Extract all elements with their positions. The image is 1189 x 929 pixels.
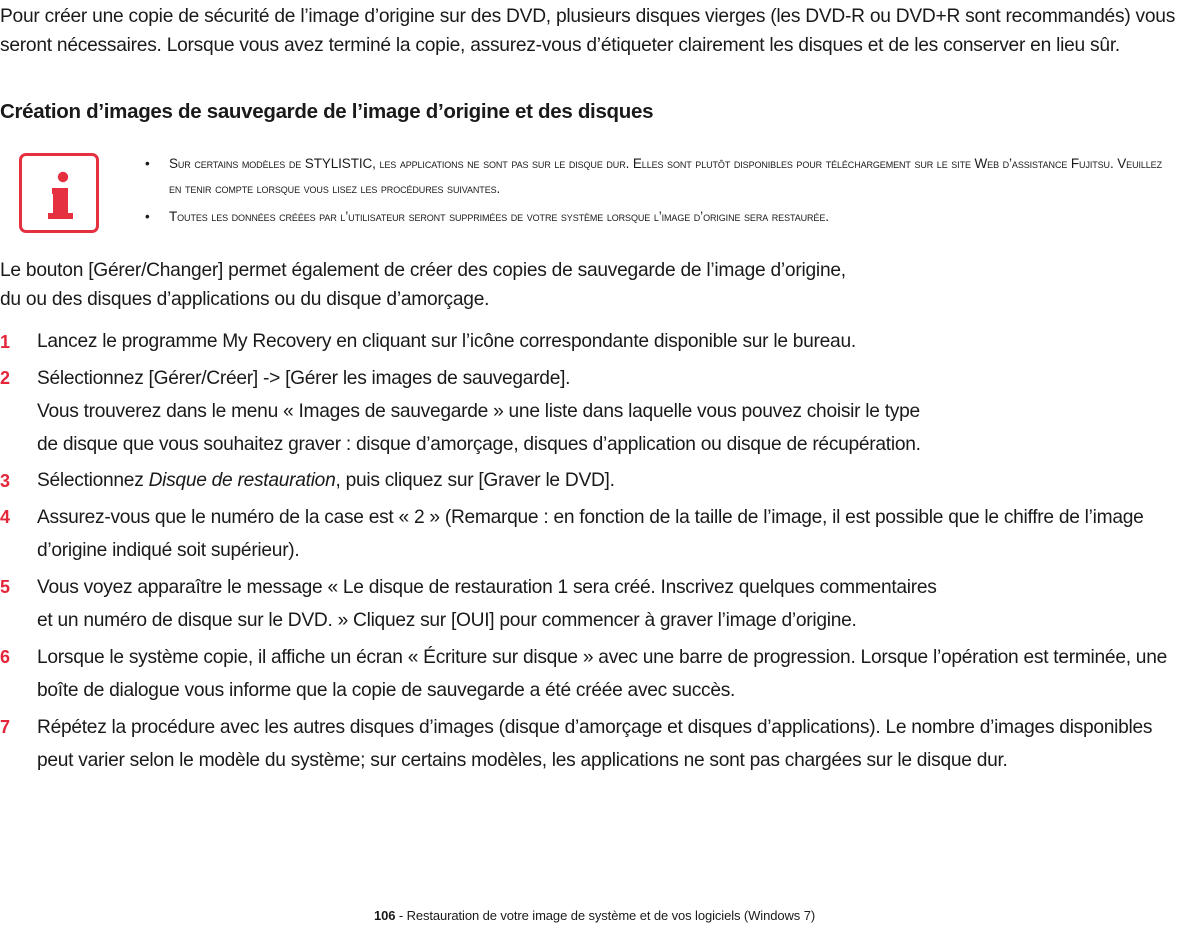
intro-paragraph: Pour créer une copie de sécurité de l’image d’origine sur des DVD, plusieurs disques vierges (les DVD-R ou DVD+R sont recommandés) vous seront nécessaires. Lorsque vous avez terminé la copie, assurez-vous d’étiqueter clairement les disques et de les conserver en lieu sûr. [0, 6, 1176, 56]
paragraph-line: Le bouton [Gérer/Changer] permet également de créer des copies de sauvegarde de l’image d’origine, [0, 260, 846, 281]
info-glyph [22, 156, 96, 230]
step-number: 4 [0, 507, 10, 527]
step-text [37, 470, 615, 491]
paragraph-line: du ou des disques d’applications ou du disque d’amorçage. [0, 289, 490, 310]
note-item [145, 151, 1175, 201]
step-text [37, 362, 1189, 461]
bullet: • [145, 209, 150, 224]
info-notes [145, 151, 1175, 232]
step-line: et un numéro de disque sur le DVD. » Cliquez sur [OUI] pour commencer à graver l’image d’origine. [37, 610, 857, 631]
step-item [0, 465, 1189, 497]
section-heading: Création d’images de sauvegarde de l’image d’origine et des disques [0, 100, 654, 123]
step-line: de disque que vous souhaitez graver : disque d’amorçage, disques d’application ou disque de récupération. [37, 434, 921, 455]
note-text: Toutes les données créées par l’utilisateur seront supprimées de votre système lorsque l’image d’origine sera restaurée. [169, 209, 829, 224]
body-paragraph [0, 256, 846, 314]
step-text: Lorsque le système copie, il affiche un écran « Écriture sur disque » avec une barre de progression. Lorsque l’opération est terminée, une boîte de dialogue vous informe que la copie de sauvegarde a été créée avec succès. [37, 647, 1167, 701]
note-text: Sur certains modèles de STYLISTIC, les applications ne sont pas sur le disque dur. Elles sont plutôt disponibles pour téléchargement sur le site Web d’assistance Fujitsu. Veuillez en tenir compte lorsque vous lisez les procédures suivantes. [169, 156, 1162, 196]
step-text [37, 571, 1189, 637]
footer-title: - Restauration de votre image de système et de vos logiciels (Windows 7) [395, 908, 816, 923]
step-text-after: , puis cliquez sur [Graver le DVD]. [335, 470, 615, 491]
step-text: Lancez le programme My Recovery en cliquant sur l’icône correspondante disponible sur le bureau. [37, 331, 856, 352]
page-footer [0, 907, 1189, 925]
step-number: 6 [0, 647, 10, 667]
bullet: • [145, 156, 150, 171]
step-emphasis: Disque de restauration [148, 470, 336, 491]
step-item [0, 501, 1189, 567]
step-line: Vous voyez apparaître le message « Le disque de restauration 1 sera créé. Inscrivez quelques commentaires [37, 577, 937, 598]
step-text: Assurez-vous que le numéro de la case est « 2 » (Remarque : en fonction de la taille de l’image, il est possible que le chiffre de l’image d’origine indiqué soit supérieur). [37, 507, 1144, 561]
step-line: Sélectionnez [Gérer/Créer] -> [Gérer les images de sauvegarde]. [37, 368, 571, 389]
page-number: 106 [373, 908, 396, 923]
step-item [0, 326, 1189, 358]
step-item [0, 362, 1189, 461]
note-item [145, 204, 1175, 229]
step-number: 2 [0, 368, 10, 388]
step-number: 3 [0, 471, 10, 491]
step-text: Répétez la procédure avec les autres disques d’images (disque d’amorçage et disques d’applications). Le nombre d’images disponibles peut varier selon le modèle du système; sur certains modèles, les applications ne sont pas chargées sur le disque dur. [37, 717, 1153, 771]
info-icon [19, 153, 99, 233]
step-number: 7 [0, 717, 10, 737]
step-item [0, 641, 1189, 707]
step-number: 1 [0, 332, 10, 352]
steps-list [0, 326, 1189, 781]
step-item [0, 711, 1189, 777]
step-item [0, 571, 1189, 637]
step-line: Vous trouverez dans le menu « Images de sauvegarde » une liste dans laquelle vous pouvez choisir le type [37, 401, 920, 422]
step-number: 5 [0, 577, 10, 597]
step-text-before: Sélectionnez [37, 470, 149, 491]
